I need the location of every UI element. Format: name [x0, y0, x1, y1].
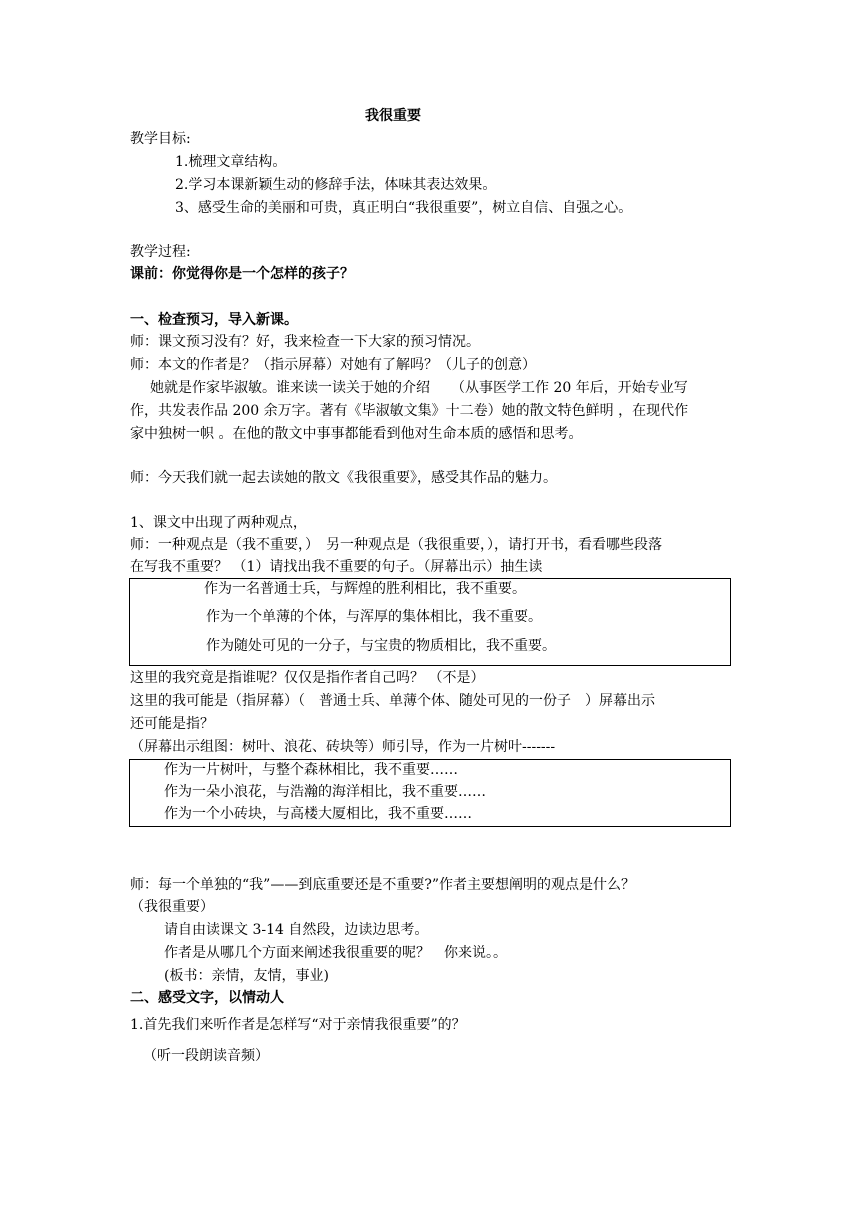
- quote-line: 作为一朵小浪花，与浩瀚的海洋相比，我不重要……: [164, 784, 486, 800]
- paragraph: （我很重要）: [130, 899, 214, 915]
- paragraph: 师：本文的作者是？（指示屏幕）对她有了解吗？（儿子的创意）: [130, 357, 536, 373]
- paragraph: 在写我不重要？ （1）请找出我不重要的句子。（屏幕出示）抽生读: [130, 559, 543, 575]
- paragraph: 师：课文预习没有？好，我来检查一下大家的预习情况。: [130, 334, 480, 350]
- paragraph: 家中独树一帜 。在他的散文中事事都能看到他对生命本质的感悟和思考。: [130, 426, 583, 442]
- paragraph: 作，共发表作品 200 余万字。著有《毕淑敏文集》十二卷）她的散文特色鲜明 ，在现代作: [130, 403, 689, 419]
- paragraph: 师：一种观点是（我不重要，） 另一种观点是（我很重要，），请打开书，看看哪些段落: [130, 537, 662, 553]
- paragraph: （屏幕出示组图：树叶、浪花、砖块等）师引导，作为一片树叶-------: [130, 739, 556, 755]
- pre-class-question: 课前：你觉得你是一个怎样的孩子？: [130, 266, 354, 282]
- paragraph: （听一段朗读音频）: [143, 1048, 269, 1064]
- paragraph: (板书：亲情，友情，事业): [164, 968, 329, 984]
- goals-heading: 教学目标:: [130, 131, 191, 147]
- section2-heading: 二、感受文字，以情动人: [130, 990, 284, 1006]
- paragraph: 请自由读课文 3-14 自然段，边读边思考。: [164, 922, 429, 938]
- paragraph: 师：每一个单独的“我”——到底重要还是不重要?”作者主要想阐明的观点是什么？: [130, 877, 635, 893]
- document-title: 我很重要: [365, 108, 421, 124]
- paragraph: 师：今天我们就一起去读她的散文《我很重要》，感受其作品的魅力。: [130, 470, 557, 486]
- goal-item: 1.梳理文章结构。: [175, 154, 287, 170]
- paragraph: 1、课文中出现了两种观点，: [130, 515, 307, 531]
- quote-line: 作为一名普通士兵，与辉煌的胜利相比，我不重要。: [204, 581, 526, 597]
- quote-line: 作为一个单薄的个体，与浑厚的集体相比，我不重要。: [206, 609, 542, 625]
- goal-item: 2.学习本课新颖生动的修辞手法，体味其表达效果。: [175, 177, 497, 193]
- paragraph: 她就是作家毕淑敏。谁来读一读关于她的介绍 （从事医学工作 20 年后，开始专业写: [150, 380, 688, 396]
- section1-heading: 一、检查预习，导入新课。: [130, 312, 298, 328]
- paragraph: 1.首先我们来听作者是怎样写“对于亲情我很重要”的？: [130, 1017, 466, 1033]
- goal-item: 3、感受生命的美丽和可贵，真正明白“我很重要”，树立自信、自强之心。: [175, 200, 633, 216]
- quote-line: 作为随处可见的一分子，与宝贵的物质相比，我不重要。: [206, 638, 556, 654]
- paragraph: 作者是从哪几个方面来阐述我很重要的呢？ 你来说。。: [164, 945, 507, 961]
- paragraph: 这里的我究竟是指谁呢？仅仅是指作者自己吗？ （不是）: [130, 670, 485, 686]
- quote-line: 作为一个小砖块，与高楼大厦相比，我不重要……: [164, 806, 472, 822]
- paragraph: 还可能是指？: [130, 716, 214, 732]
- quote-line: 作为一片树叶，与整个森林相比，我不重要……: [164, 762, 458, 778]
- paragraph: 这里的我可能是（指屏幕）（ 普通士兵、单薄个体、随处可见的一份子 ）屏幕出示: [130, 693, 655, 709]
- process-heading: 教学过程:: [130, 244, 191, 260]
